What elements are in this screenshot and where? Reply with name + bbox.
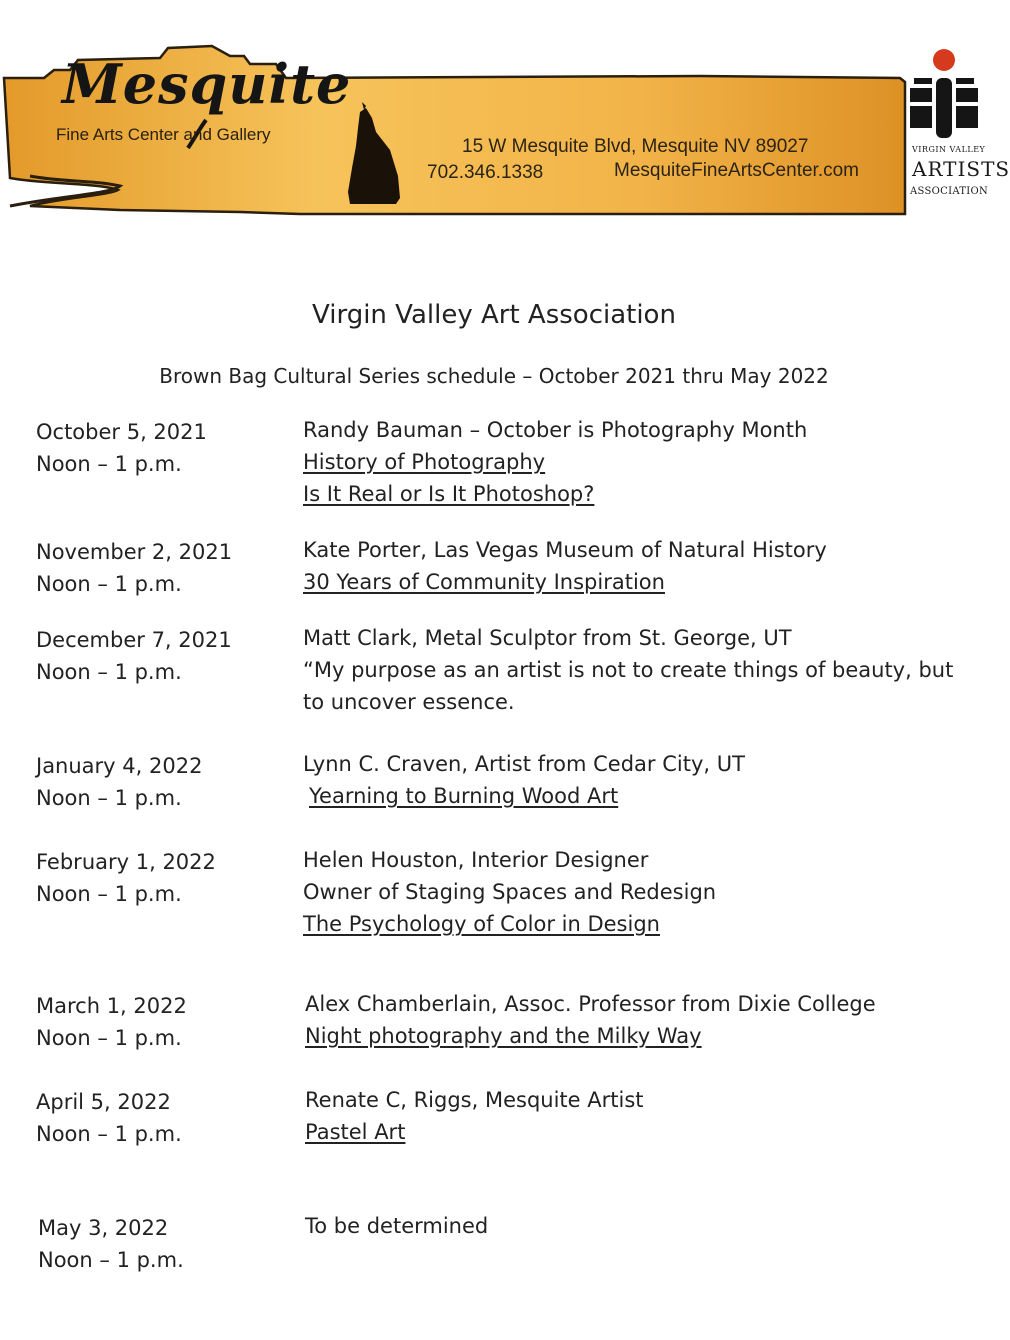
gallery-logo-subtitle: Fine Arts Center and Gallery: [56, 125, 271, 144]
letterhead: [0, 0, 1010, 230]
entry-date: April 5, 2022: [36, 1090, 171, 1114]
vvaa-logo-line3: ASSOCIATION: [910, 186, 989, 197]
entry-date: May 3, 2022: [38, 1216, 169, 1240]
entry-speaker: Lynn C. Craven, Artist from Cedar City, UT: [303, 752, 745, 776]
entry-date: February 1, 2022: [36, 850, 216, 874]
entry-speaker: Renate C, Riggs, Mesquite Artist: [305, 1088, 644, 1112]
entry-date: October 5, 2021: [36, 420, 207, 444]
entry-date: March 1, 2022: [36, 994, 187, 1018]
entry-speaker: Randy Bauman – October is Photography Month: [303, 418, 808, 442]
entry-topic: Is It Real or Is It Photoshop?: [303, 482, 595, 506]
entry-topic: Night photography and the Milky Way: [305, 1024, 702, 1048]
entry-speaker: Matt Clark, Metal Sculptor from St. George, UT: [303, 626, 792, 650]
entry-topic: History of Photography: [303, 450, 546, 474]
entry-speaker-detail: Owner of Staging Spaces and Redesign: [303, 880, 717, 904]
entry-time: Noon – 1 p.m.: [38, 1248, 184, 1272]
entry-date: November 2, 2021: [36, 540, 233, 564]
entry-time: Noon – 1 p.m.: [36, 882, 182, 906]
entry-speaker: Helen Houston, Interior Designer: [303, 848, 649, 872]
letterhead-website: MesquiteFineArtsCenter.com: [614, 160, 859, 181]
entry-time: Noon – 1 p.m.: [36, 786, 182, 810]
entry-topic: Pastel Art: [305, 1120, 406, 1144]
entry-time: Noon – 1 p.m.: [36, 660, 182, 684]
gallery-logo-wordmark: Mesquite: [62, 52, 352, 116]
document-subtitle: Brown Bag Cultural Series schedule – October 2021 thru May 2022: [159, 364, 829, 388]
entry-speaker: To be determined: [305, 1214, 489, 1238]
letterhead-phone: 702.346.1338: [427, 162, 544, 183]
entry-date: January 4, 2022: [36, 754, 203, 778]
entry-date: December 7, 2021: [36, 628, 232, 652]
entry-speaker: Kate Porter, Las Vegas Museum of Natural History: [303, 538, 827, 562]
entry-quote: “My purpose as an artist is not to create things of beauty, but to uncover essence.: [303, 658, 954, 714]
document-title: Virgin Valley Art Association: [312, 300, 676, 330]
vvaa-logo-line1: VIRGIN VALLEY: [912, 145, 986, 154]
vvaa-logo-line2: ARTISTS: [912, 157, 1010, 181]
entry-time: Noon – 1 p.m.: [36, 1122, 182, 1146]
entry-topic: 30 Years of Community Inspiration: [303, 570, 665, 594]
letterhead-address: 15 W Mesquite Blvd, Mesquite NV 89027: [462, 136, 809, 157]
entry-time: Noon – 1 p.m.: [36, 452, 182, 476]
entry-time: Noon – 1 p.m.: [36, 572, 182, 596]
entry-time: Noon – 1 p.m.: [36, 1026, 182, 1050]
entry-topic: Yearning to Burning Wood Art: [309, 784, 619, 808]
entry-topic: The Psychology of Color in Design: [303, 912, 660, 936]
entry-speaker: Alex Chamberlain, Assoc. Professor from Dixie College: [305, 992, 876, 1016]
